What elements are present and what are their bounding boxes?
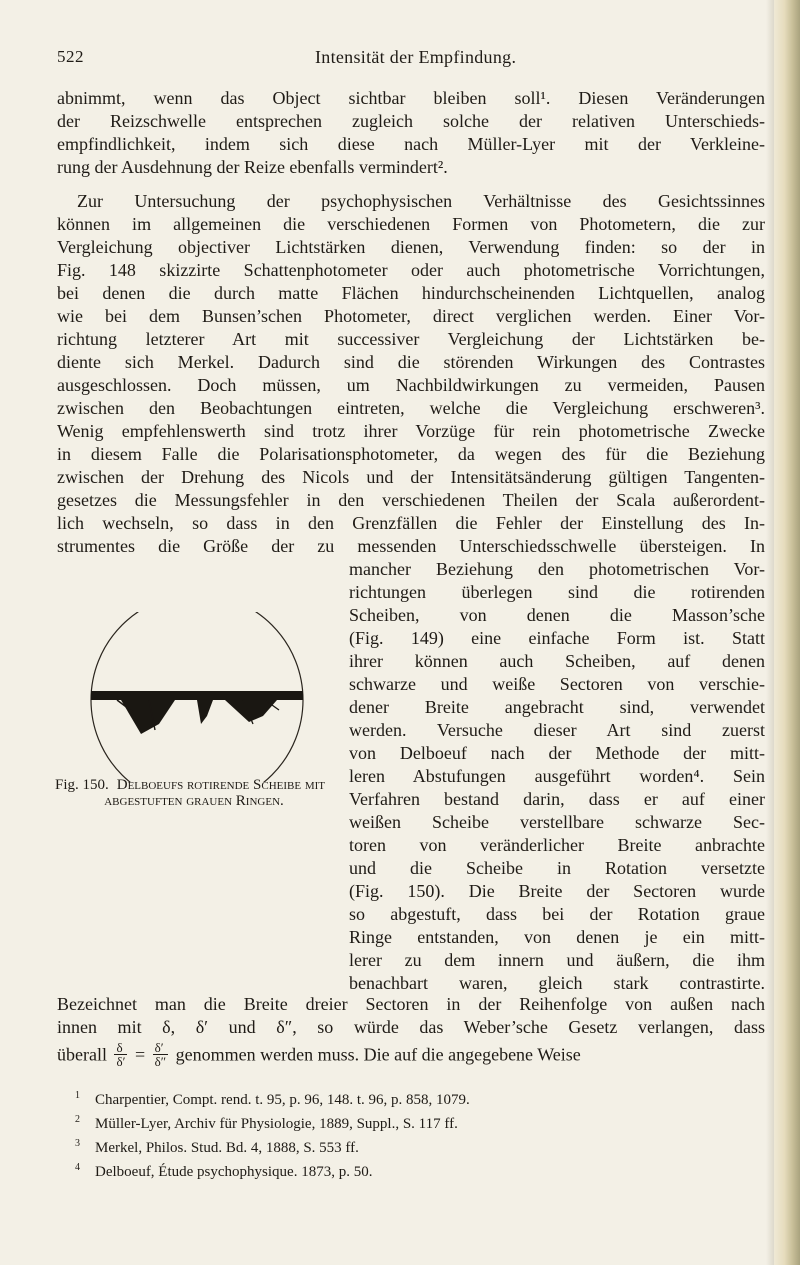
figure-label: Fig. 150. [55, 777, 109, 793]
fraction-2-numerator: δ′ [153, 1041, 169, 1055]
running-title: Intensität der Empfindung. [315, 47, 517, 67]
wrapped-line-10: leren Abstufungen ausgeführt worden⁴. Sein [349, 766, 765, 786]
wrapped-line-15: (Fig. 150). Die Breite der Sectoren wurde [349, 881, 765, 901]
rotating-disc-icon [57, 612, 337, 782]
wrapped-line-5: ihrer können auch Scheiben, auf denen [349, 651, 765, 671]
page-header [57, 47, 747, 73]
fraction-delta-ratio-2 [153, 1041, 169, 1068]
paragraph-3-line-3-rest: genommen werden muss. Die auf die angegebene Weise [175, 1044, 581, 1065]
footnote-text: Merkel, Philos. Stud. Bd. 4, 1888, S. 553 ff. [95, 1140, 359, 1156]
footnote-4 [75, 1158, 765, 1182]
paragraph-2-line-6: wie bei dem Bunsen’schen Photometer, direct verglichen werden. Einer Vor- [57, 306, 765, 326]
page-edge-shadow [766, 0, 774, 1265]
fraction-1-denominator: δ′ [116, 1054, 126, 1069]
paragraph-1-line-3: empfindlichkeit, indem sich diese nach Müller-Lyer mit der Verkleine- [57, 134, 765, 154]
wrapped-line-16: so abgestuft, dass bei der Rotation graue [349, 904, 765, 924]
footnote-3 [75, 1134, 765, 1158]
footnote-text: Delboeuf, Étude psychophysique. 1873, p. 50. [95, 1164, 373, 1180]
wrapped-line-17: Ringe entstanden, von denen je ein mitt- [349, 927, 765, 947]
page-edge [774, 0, 800, 1265]
wrapped-line-18: lerer zu dem innern und äußern, die ihm [349, 950, 765, 970]
wrapped-line-1: mancher Beziehung den photometrischen Vor- [349, 559, 765, 579]
figure-150 [57, 612, 337, 782]
paragraph-2-line-12: in diesem Falle die Polarisationsphotometer, da wegen des für die Beziehung [57, 444, 765, 464]
footnotes [75, 1086, 765, 1182]
paragraph-2-line-10: zwischen den Beobachtungen eintreten, welche die Vergleichung erschweren³. [57, 398, 765, 418]
footnote-mark: 3 [75, 1138, 80, 1149]
wrapped-line-11: Verfahren bestand darin, dass er auf einer [349, 789, 765, 809]
paragraph-2-line-14: gesetzes die Messungsfehler in den verschiedenen Theilen der Scala außerordent- [57, 490, 765, 510]
paragraph-3-line-3 [57, 1040, 765, 1070]
footnote-text: Charpentier, Compt. rend. t. 95, p. 96, 148. t. 96, p. 858, 1079. [95, 1092, 470, 1108]
wrapped-line-8: werden. Versuche dieser Art sind zuerst [349, 720, 765, 740]
paragraph-1-line-1: abnimmt, wenn das Object sichtbar bleiben soll¹. Diesen Veränderungen [57, 88, 765, 108]
figure-caption-text: Delboeufs rotirende Scheibe mit abgestuften grauen Ringen. [104, 777, 326, 809]
footnote-2 [75, 1110, 765, 1134]
equals-sign: = [134, 1044, 146, 1065]
wrapped-line-3: Scheiben, von denen die Masson’sche [349, 605, 765, 625]
footnote-1 [75, 1086, 765, 1110]
paragraph-2-line-13: zwischen der Drehung des Nicols und der Intensitätsänderung gültigen Tangenten- [57, 467, 765, 487]
wrapped-line-2: richtungen überlegen sind die rotirenden [349, 582, 765, 602]
paragraph-3-line-2: innen mit δ, δ′ und δ″, so würde das Weber’sche Gesetz verlangen, dass [57, 1017, 765, 1037]
wrapped-line-7: dener Breite angebracht sind, verwendet [349, 697, 765, 717]
wrapped-line-19: benachbart waren, gleich stark contrastirte. [349, 973, 765, 993]
paragraph-2-line-3: Vergleichung objectiver Lichtstärken dienen, Verwendung finden: so der in [57, 237, 765, 257]
page-number: 522 [57, 47, 84, 66]
footnote-mark: 2 [75, 1114, 80, 1125]
paragraph-2-line-2: können im allgemeinen die verschiedenen Formen von Photometern, die zur [57, 214, 765, 234]
paragraph-2-line-1: Zur Untersuchung der psychophysischen Verhältnisse des Gesichtssinnes [77, 191, 765, 211]
figure-caption [55, 777, 333, 809]
fraction-1-numerator: δ [114, 1041, 127, 1055]
paragraph-2-line-4: Fig. 148 skizzirte Schattenphotometer oder auch photometrische Vorrichtungen, [57, 260, 765, 280]
word-ueberall: überall [57, 1044, 107, 1065]
wrapped-line-14: und die Scheibe in Rotation versetzte [349, 858, 765, 878]
paragraph-2-line-7: richtung letzterer Art mit successiver Vergleichung der Lichtstärken be- [57, 329, 765, 349]
wrapped-line-13: toren von veränderlicher Breite anbrachte [349, 835, 765, 855]
paragraph-1-line-2: der Reizschwelle entsprechen zugleich solche der relativen Unterschieds- [57, 111, 765, 131]
paragraph-2-line-9: ausgeschlossen. Doch müssen, um Nachbildwirkungen zu vermeiden, Pausen [57, 375, 765, 395]
paragraph-2-line-5: bei denen die durch matte Flächen hindurchscheinenden Lichtquellen, analog [57, 283, 765, 303]
paragraph-2-line-15: lich wechseln, so dass in den Grenzfällen die Fehler der Einstellung des In- [57, 513, 765, 533]
footnote-mark: 1 [75, 1090, 80, 1101]
fraction-2-denominator: δ″ [154, 1054, 167, 1069]
wrapped-line-6: schwarze und weiße Sectoren von verschie- [349, 674, 765, 694]
wrapped-line-12: weißen Scheibe verstellbare schwarze Sec- [349, 812, 765, 832]
paragraph-2-line-11: Wenig empfehlenswerth sind trotz ihrer Vorzüge für rein photometrische Zwecke [57, 421, 765, 441]
paragraph-2-line-8: diente sich Merkel. Dadurch sind die störenden Wirkungen des Contrastes [57, 352, 765, 372]
wrapped-line-9: von Delboeuf nach der Methode der mitt- [349, 743, 765, 763]
footnote-text: Müller-Lyer, Archiv für Physiologie, 1889, Suppl., S. 117 ff. [95, 1116, 458, 1132]
wrapped-line-4: (Fig. 149) eine einfache Form ist. Statt [349, 628, 765, 648]
paragraph-1-line-4: rung der Ausdehnung der Reize ebenfalls vermindert². [57, 157, 448, 177]
fraction-delta-ratio-1 [114, 1041, 127, 1068]
paragraph-2-line-16: strumentes die Größe der zu messenden Unterschiedsschwelle übersteigen. In [57, 536, 765, 556]
paragraph-3-line-1: Bezeichnet man die Breite dreier Sectoren in der Reihenfolge von außen nach [57, 994, 765, 1014]
footnote-mark: 4 [75, 1162, 80, 1173]
